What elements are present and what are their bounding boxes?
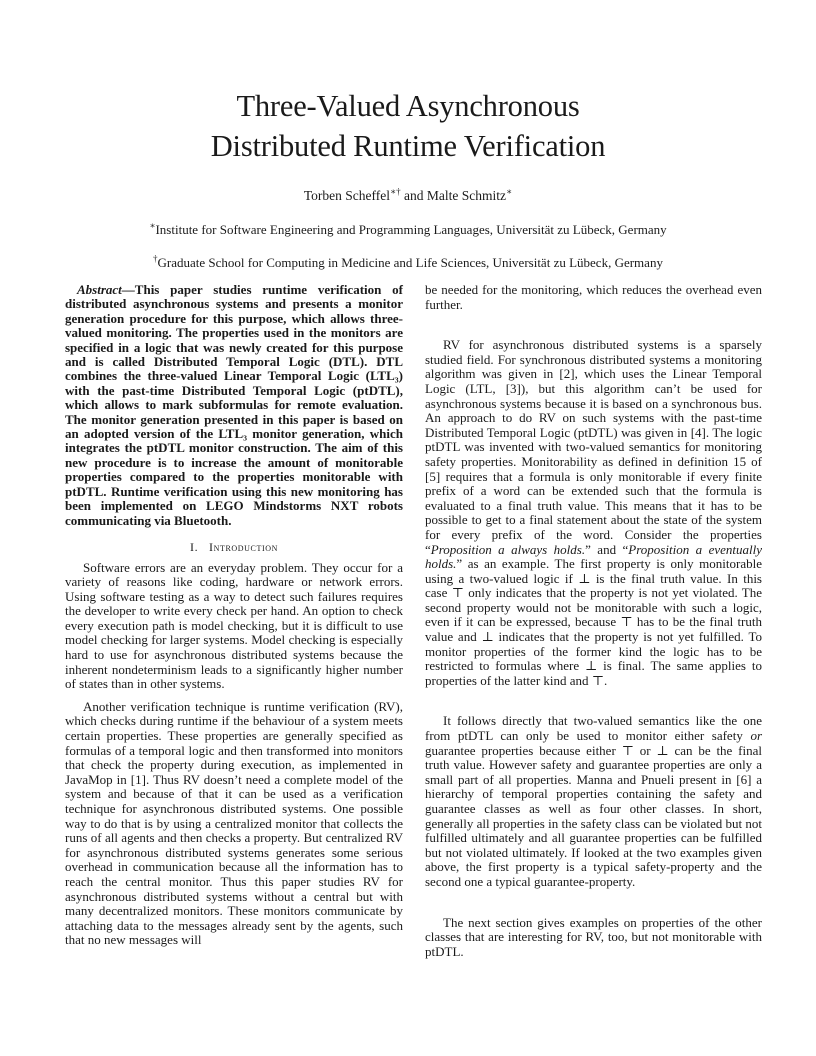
paragraph [425, 714, 762, 889]
paragraph-text: guarantee properties because either ⊤ or ⊥ can be the final truth value. However safety and guarantee properties are only a small part of all properties. Manna and Pnueli present in [6] a hierarchy of temporal properties containing the safety and guarantee classes as well as four other classes. In short, generally all properties in the safety class can be violated but not fulfilled ultimately and all guarantee properties can be fulfilled but not violated ultimately. If looked at the two examples given above, the first property is a typical safety-property and the second one a typical guarantee-property. [425, 742, 762, 889]
paper-title [0, 86, 816, 166]
paragraph: Another verification technique is runtime verification (RV), which checks during runtime if the behaviour of a system meets certain properties. These properties are generally specified as formulas of a temporal logic and then transformed into monitors that check the property during execution, as implemented in JavaMop in [1]. Thus RV doesn’t need a complete model of the system and because of that it can be used as a verification technique for asynchronous distributed systems. One possible way to do that is by using a centralized monitor that collects the runs of all agents and then checks a property. But centralized RV for asynchronous distributed systems generates some serious overhead in communication because all the information has to reach the central monitor. Thus this paper studies RV for asynchronous distributed systems without a central but with many decentralized monitors. These monitors communicate by attaching data to the messages already sent by the agents, such that no new messages will [65, 698, 403, 948]
abstract-text: —This paper studies runtime verification of distributed asynchronous systems and presents a monitor generation procedure for this purpose, which allows three-valued monitoring. The properties used in the monitors are specified in a logic that was newly created for this purpose and is called Distributed Temporal Logic (DTL). DTL combines the three-valued Linear Temporal Logic (LTL₃) with the past-time Distributed Temporal Logic (ptDTL), which allows to mark subformulas for remote evaluation. The monitor generation presented in this paper is based on an adopted version of the LTL₃ monitor generation, which integrates the ptDTL monitor construction. The aim of this new procedure is to increase the amount of monitorable properties compared to the properties monitorable with ptDTL. Runtime verification using this new monitoring has been implemented on LEGO Mindstorms NXT robots communicating via Bluetooth. [65, 282, 403, 528]
paragraph: The next section gives examples on properties of the other classes that are interesting for RV, too, but not monitorable with ptDTL. [425, 914, 762, 959]
title-line-1: Three-Valued Asynchronous [236, 89, 580, 124]
paragraph-text: ” as an example. The first property is only monitorable using a two-valued logic if ⊥ is the final truth value. In this case ⊤ only indicates that the property is not yet violated. The second property would not be monitorable with such a logic, even if it can be expressed, because ⊤ has to be the final truth value and ⊥ indicates that the property is not yet fulfilled. To monitor properties of the former kind the logic has to be restricted to formulas where ⊥ is final. The same applies to properties of the latter kind and ⊤. [425, 556, 762, 688]
author-name: Torben Scheffel [303, 188, 391, 203]
paragraph-text: ” and “ [585, 541, 629, 557]
paragraph-text: It follows directly that two-valued semantics like the one from ptDTL can only be used to monitor either safety [425, 713, 762, 744]
author-name: Malte Schmitz [426, 188, 506, 203]
affiliation [0, 222, 816, 238]
title-line-2: Distributed Runtime Verification [210, 129, 606, 164]
affiliation-mark: † [153, 253, 158, 264]
paragraph-continuation: be needed for the monitoring, which reduces the overhead even further. [425, 282, 762, 312]
affiliation-mark: ∗ [149, 220, 156, 231]
author-affiliation-mark: ∗† [390, 186, 401, 197]
paragraph: Software errors are an everyday problem. They occur for a variety of reasons like coding, hardware or network errors. Using software testing as a way to detect such failures requires the developer to write every check per hand. An option to check every execution path is model checking, but it is difficult to use model checking for larger systems. Model checking is especially hard to use for asynchronous distributed systems because the inherent nondeterminism leads to a significantly higher number of states than in other systems. [65, 559, 403, 692]
affiliation [0, 255, 816, 271]
paragraph-text: RV for asynchronous distributed systems is a sparsely studied field. For synchronous distributed systems a monitoring algorithm was given in [2], which uses the Linear Temporal Logic (LTL, [3]), but this algorithm can’t be used for asynchronous systems because it is based on a synchronous bus. An approach to do RV on such systems with the past-time Distributed Temporal Logic (ptDTL) was given in [4]. The logic ptDTL was invented with two-valued semantics for monitoring safety properties. Monitorability as defined in definition 15 of [5] requires that a formula is only monitorable if every finite prefix of a word can be extended such that the formula is evaluated to a final truth value. This means that it has to be possible to get to a final statement about the state of the system for every prefix of the word. Consider the properties “ [425, 337, 762, 557]
quoted-property: Proposition a always holds. [430, 541, 586, 557]
quoted-property: Proposition a eventually holds. [425, 541, 763, 572]
section-title: Introduction [209, 539, 278, 554]
affiliation-text: Graduate School for Computing in Medicine and Life Sciences, Universität zu Lübeck, Germany [157, 255, 663, 270]
section-number: I. [190, 539, 199, 554]
affiliation-text: Institute for Software Engineering and Programming Languages, Universität zu Lübeck, Germany [155, 222, 667, 237]
left-column [65, 283, 403, 948]
abstract [65, 283, 403, 528]
paragraph [425, 338, 762, 688]
author-affiliation-mark: ∗ [506, 186, 513, 197]
right-column [425, 283, 762, 959]
author-connector: and [400, 188, 427, 203]
abstract-label: Abstract [77, 282, 122, 297]
emphasis: or [750, 728, 762, 744]
author-list [0, 188, 816, 204]
section-heading [65, 540, 403, 555]
